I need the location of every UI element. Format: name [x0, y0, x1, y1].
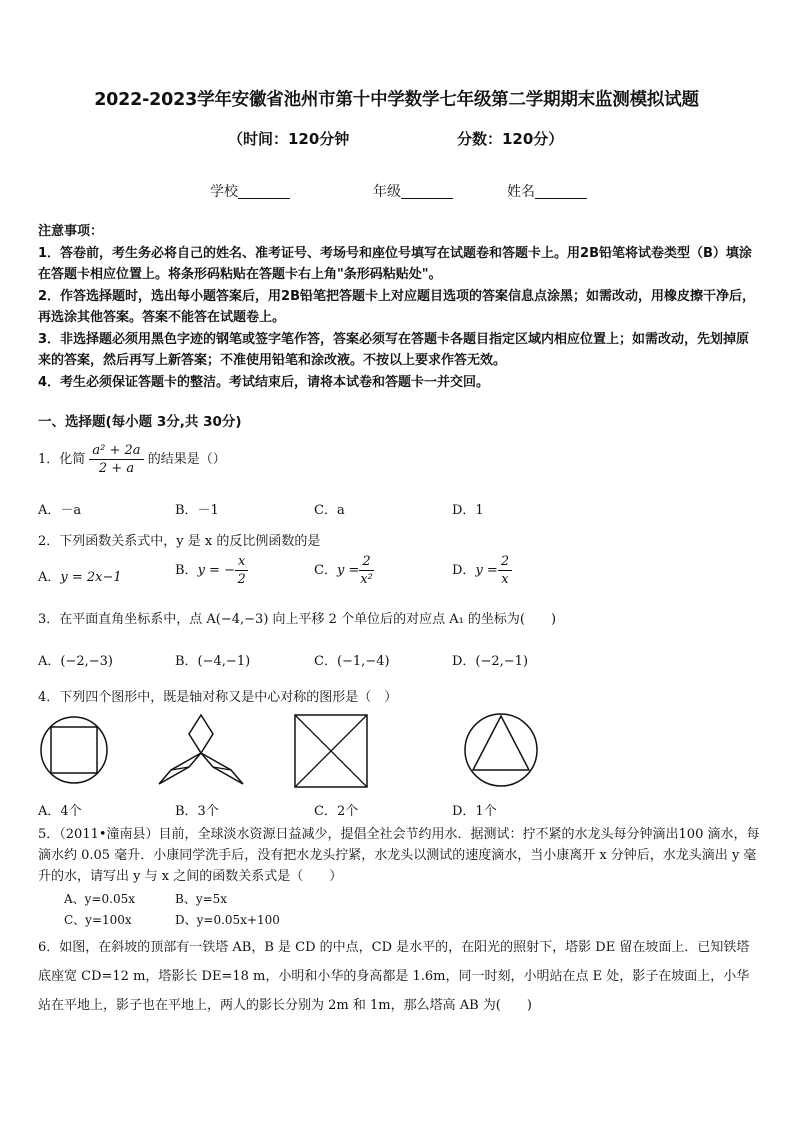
figure-circle-with-square — [38, 712, 110, 788]
question-2: 2．下列函数关系式中，y 是 x 的反比例函数的是 — [38, 534, 321, 549]
q4-option-a: A．4个 — [38, 804, 82, 819]
q2-a-expr: y = 2x−1 — [60, 570, 122, 585]
figure-square-with-diagonals — [292, 712, 370, 790]
notice-item-2: 2．作答选择题时，选出每小题答案后，用2B铅笔把答题卡上对应题目选项的答案信息点涂黑；如需改动，用橡皮擦干净后，再选涂其他答案。答案不能答在试题卷上。 — [38, 288, 756, 325]
school-blank — [238, 184, 290, 199]
q2-d-num: 2 — [498, 553, 512, 571]
section-heading: 一、选择题(每小题 3分,共 30分) — [38, 414, 242, 430]
q2-a-label: A． — [38, 570, 61, 585]
q2-c-num: 2 — [359, 553, 373, 571]
grade-blank — [401, 184, 453, 199]
q1-fraction — [89, 442, 143, 477]
q1-prefix: 1．化简 — [38, 452, 86, 467]
q1-option-c: C．a — [314, 503, 345, 518]
question-5: 5．（2011•潼南县）目前，全球淡水资源日益减少，提倡全社会节约用水．据测试：拧不紧的水龙头每分钟滴出100 滴水，每滴水约 0.05 毫升．小康同学洗手后，没有把水龙头拧紧，水龙头以测试的速度滴水，当小康离开 x 分钟后，水龙头滴出 y 毫升的水，请写出 y 与 x 之间的函数关系式是（ ） — [38, 827, 760, 884]
q1-suffix: 的结果是（） — [147, 452, 226, 467]
q2-c-label: C． — [314, 563, 337, 578]
question-1 — [38, 442, 226, 477]
page-title: 2022-2023学年安徽省池州市第十中学数学七年级第二学期期末监测模拟试题 — [94, 90, 699, 110]
grade-field — [373, 181, 453, 201]
question-4: 4．下列四个图形中，既是轴对称又是中心对称的图形是（ ） — [38, 690, 398, 705]
q1-numerator: a² + 2a — [89, 442, 143, 460]
q1-option-a: A．－a — [38, 503, 82, 518]
q5-option-c: C、y=100x — [64, 913, 132, 927]
notice-item-1: 1．答卷前，考生务必将自己的姓名、准考证号、考场号和座位号填写在试题卷和答题卡上。用2B铅笔将试卷类型（B）填涂在答题卡相应位置上。将条形码粘贴在答题卡右上角"条形码粘贴处"。 — [38, 245, 752, 282]
q1-denominator: 2 + a — [98, 461, 135, 476]
q3-option-d: D．(−2,−1) — [452, 654, 529, 669]
q2-b-fraction — [235, 553, 248, 588]
q4-option-d: D．1个 — [452, 804, 497, 819]
figure-circle-with-triangle — [461, 710, 541, 790]
school-label: 学校 — [210, 184, 238, 200]
q4-option-b: B．3个 — [175, 804, 219, 819]
q2-c-den: x² — [360, 572, 373, 587]
notice-item-3: 3．非选择题必须用黑色字迹的钢笔或签字笔作答，答案必须写在答题卡各题目指定区域内相应位置上；如需改动，先划掉原来的答案，然后再写上新答案；不准使用铅笔和涂改液。不按以上要求作答无效。 — [38, 331, 750, 368]
notice-item-4: 4．考生必须保证答题卡的整洁。考试结束后，请将本试卷和答题卡一并交回。 — [38, 374, 490, 390]
notice-heading: 注意事项： — [38, 224, 104, 239]
q2-d-lhs: y = — [475, 563, 498, 578]
grade-label: 年级 — [373, 184, 401, 200]
question-3: 3．在平面直角坐标系中，点 A(−4,−3) 向上平移 2 个单位后的对应点 A₁ 的坐标为( ) — [38, 612, 557, 627]
q2-option-c — [314, 553, 374, 588]
q2-c-fraction — [359, 553, 373, 588]
q5-option-b: B、y=5x — [175, 892, 228, 906]
question-6: 6．如图，在斜坡的顶部有一铁塔 AB，B 是 CD 的中点，CD 是水平的，在阳光的照射下，塔影 DE 留在坡面上．已知铁塔底座宽 CD=12 m，塔影长 DE=18 m，小明和小华的身高都是 1.6m，同一时刻，小明站在点 E 处，影子在坡面上，小华站在平地上，影子也在平地上，两人的影长分别为 2m 和 1m，那么塔高 AB 为( ) — [38, 940, 750, 1013]
q5-option-a: A、y=0.05x — [64, 892, 135, 906]
q2-b-num: x — [235, 553, 248, 571]
q3-option-b: B．(−4,−1) — [175, 654, 251, 669]
q2-d-label: D． — [452, 563, 476, 578]
q2-b-den: 2 — [237, 572, 246, 587]
q2-option-a — [38, 566, 122, 585]
q3-option-c: C．(−1,−4) — [314, 654, 390, 669]
notice-block — [38, 221, 758, 393]
q2-b-lhs: y = − — [197, 563, 235, 578]
name-blank — [535, 184, 587, 199]
q2-d-den: x — [501, 572, 509, 587]
name-field — [507, 181, 587, 201]
q2-option-d — [452, 553, 512, 588]
time-limit: （时间：120分钟 — [228, 130, 350, 148]
q3-option-a: A．(−2,−3) — [38, 654, 113, 669]
q4-option-c: C．2个 — [314, 804, 359, 819]
q2-option-b — [175, 553, 248, 588]
q2-d-fraction — [498, 553, 512, 588]
q2-b-label: B． — [175, 563, 198, 578]
q2-c-lhs: y = — [336, 563, 360, 578]
school-field — [210, 181, 290, 201]
total-score: 分数：120分） — [457, 130, 564, 148]
q5-option-d: D、y=0.05x+100 — [175, 913, 280, 927]
name-label: 姓名 — [507, 184, 535, 200]
q1-option-d: D．1 — [452, 503, 484, 518]
q1-option-b: B．－1 — [175, 503, 219, 518]
figure-three-rhombi — [155, 712, 247, 788]
